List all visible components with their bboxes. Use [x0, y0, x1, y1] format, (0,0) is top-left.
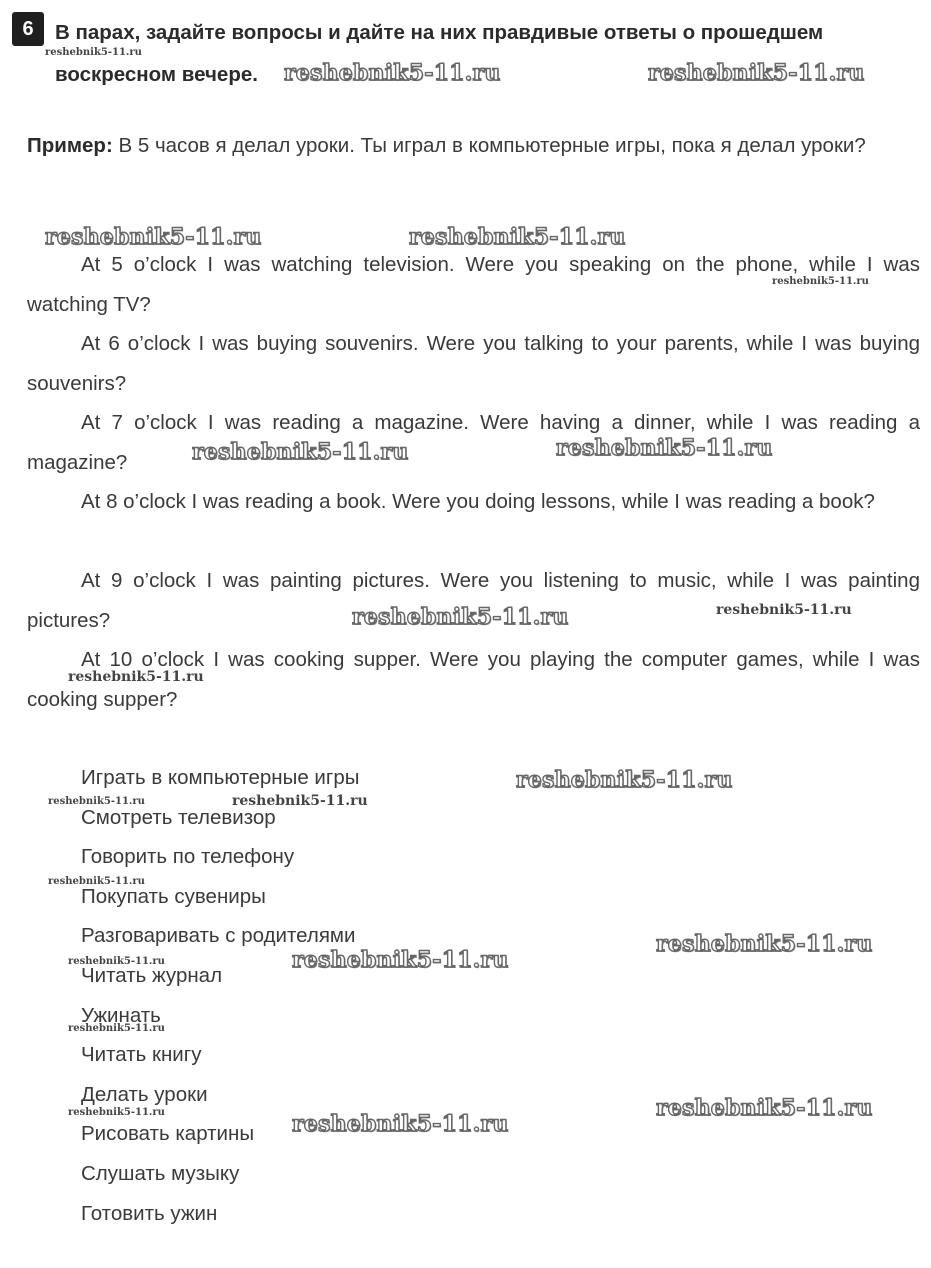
- watermark: reshebnik5-11.ru: [68, 1107, 165, 1118]
- answer-paragraph: At 7 o’clock I was reading a magazine. Were having a dinner, while I was reading a magazine?: [27, 411, 920, 474]
- vocabulary-list: [81, 758, 360, 1233]
- watermark: reshebnik5-11.ru: [48, 796, 145, 807]
- answer-paragraph: At 9 o’clock I was painting pictures. Were you listening to music, while I was painting pictures?: [27, 569, 920, 632]
- watermark: reshebnik5-11.ru: [68, 669, 204, 685]
- watermark: reshebnik5-11.ru: [648, 60, 865, 86]
- watermark: reshebnik5-11.ru: [352, 604, 569, 630]
- example-paragraph: [27, 126, 920, 166]
- watermark: reshebnik5-11.ru: [192, 439, 409, 465]
- vocabulary-item: Читать книгу: [81, 1043, 202, 1067]
- answer-paragraph: At 8 o’clock I was reading a book. Were you doing lessons, while I was reading a book?: [81, 490, 875, 513]
- vocabulary-item: Разговаривать с родителями: [81, 924, 356, 948]
- example-label: Пример:: [27, 134, 113, 157]
- watermark: reshebnik5-11.ru: [516, 767, 733, 793]
- answer-paragraph: At 5 o’clock I was watching television. Were you speaking on the phone, while I was watching TV?: [27, 253, 920, 316]
- vocabulary-item: Слушать музыку: [81, 1161, 240, 1185]
- vocabulary-item: Ужинать: [81, 1003, 161, 1027]
- task-title: В парах, задайте вопросы и дайте на них правдивые ответы о прошедшем воскресном вечере.: [55, 21, 824, 86]
- watermark: reshebnik5-11.ru: [772, 276, 869, 287]
- watermark: reshebnik5-11.ru: [284, 60, 501, 86]
- watermark: reshebnik5-11.ru: [656, 1095, 873, 1121]
- task-number-badge: 6: [12, 12, 44, 46]
- watermark: reshebnik5-11.ru: [48, 876, 145, 887]
- watermark: reshebnik5-11.ru: [409, 224, 626, 250]
- watermark: reshebnik5-11.ru: [68, 1023, 165, 1034]
- watermark: reshebnik5-11.ru: [556, 435, 773, 461]
- watermark: reshebnik5-11.ru: [45, 47, 142, 58]
- vocabulary-item: Читать журнал: [81, 963, 223, 987]
- answer-paragraph: At 6 o’clock I was buying souvenirs. Were you talking to your parents, while I was buying souvenirs?: [27, 332, 920, 395]
- watermark: reshebnik5-11.ru: [232, 793, 368, 809]
- vocabulary-item: Делать уроки: [81, 1082, 208, 1106]
- vocabulary-item: Смотреть телевизор: [81, 805, 276, 829]
- watermark: reshebnik5-11.ru: [292, 1111, 509, 1137]
- vocabulary-item: Готовить ужин: [81, 1201, 218, 1225]
- watermark: reshebnik5-11.ru: [68, 956, 165, 967]
- vocabulary-item: Рисовать картины: [81, 1122, 255, 1146]
- answer-paragraph: At 10 o’clock I was cooking supper. Were you playing the computer games, while I was cooking supper?: [27, 648, 920, 711]
- vocabulary-item: Играть в компьютерные игры: [81, 766, 360, 789]
- watermark: reshebnik5-11.ru: [656, 931, 873, 957]
- watermark: reshebnik5-11.ru: [45, 224, 262, 250]
- watermark: reshebnik5-11.ru: [292, 947, 509, 973]
- example-text: В 5 часов я делал уроки. Ты играл в компьютерные игры, пока я делал уроки?: [112, 134, 866, 157]
- vocabulary-item: Покупать сувениры: [81, 884, 266, 908]
- watermark: reshebnik5-11.ru: [716, 602, 852, 618]
- vocabulary-item: Говорить по телефону: [81, 845, 295, 869]
